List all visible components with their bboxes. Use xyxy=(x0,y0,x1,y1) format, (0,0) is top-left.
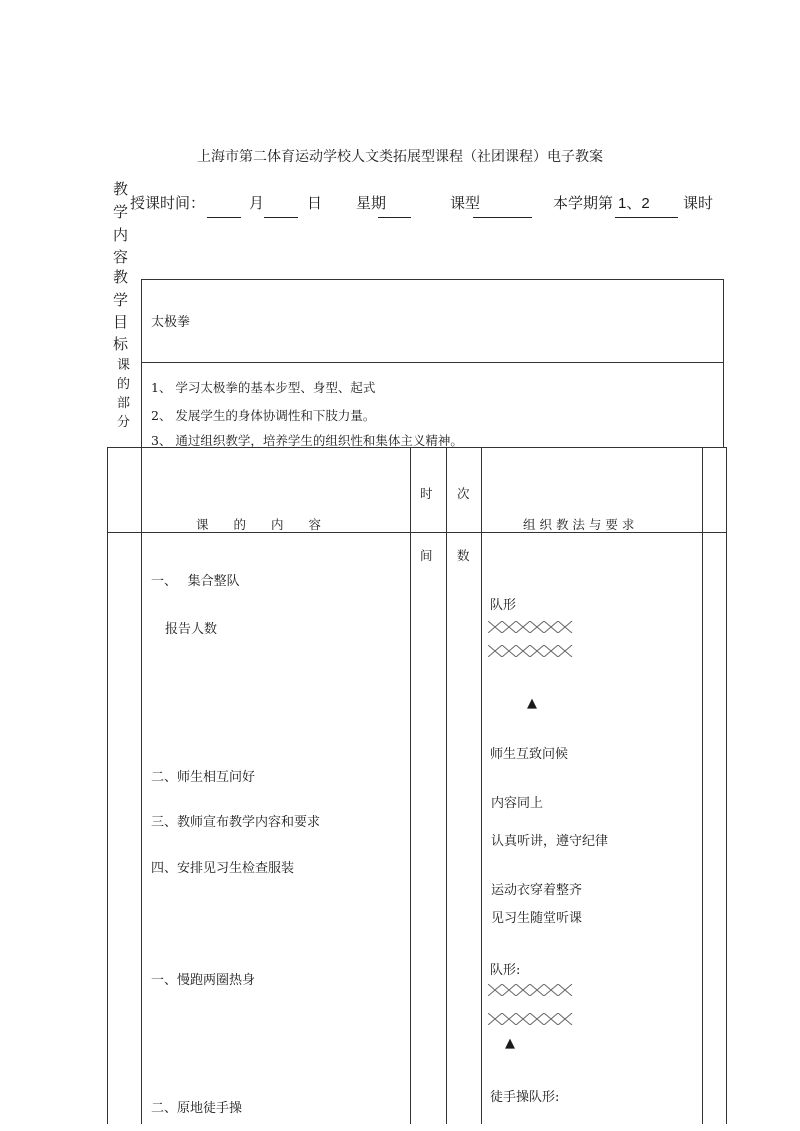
label-biao: 标 xyxy=(113,335,129,353)
label-xue: 学 xyxy=(113,203,129,221)
method-freehand-formation: 徒手操队形: xyxy=(490,1090,560,1105)
lesson-item-assemble: 一、 集合整队 xyxy=(151,574,240,589)
objective-1: 1、 学习太极拳的基本步型、身型、起式 xyxy=(151,380,376,395)
day-blank xyxy=(264,217,298,218)
inner-right-border xyxy=(702,447,703,1124)
weekday-blank xyxy=(378,217,411,218)
teacher-position-icon-2: ▲ xyxy=(505,1036,515,1051)
label-bu: 部 xyxy=(117,396,131,411)
lesson-time-label: 授课时间： xyxy=(130,194,206,212)
teacher-position-icon: ▲ xyxy=(527,696,537,711)
lesson-item-check: 四、安排见习生检查服装 xyxy=(151,861,295,876)
label-mu: 目 xyxy=(113,313,129,331)
outer-right-border xyxy=(726,447,727,1124)
objective-2: 2、 发展学生的身体协调性和下肢力量。 xyxy=(151,408,376,423)
method-formation-1: 队形 xyxy=(490,598,517,613)
label-jiao: 教 xyxy=(113,180,129,198)
label-de: 的 xyxy=(117,377,131,392)
table-top-border xyxy=(141,279,724,280)
time-column-border xyxy=(410,447,411,1124)
lesson-type-label: 课型 xyxy=(450,194,481,212)
method-same-content: 内容同上 xyxy=(491,796,544,811)
lesson-item-report: 报告人数 xyxy=(165,622,218,637)
lesson-item-jog: 一、慢跑两圈热身 xyxy=(151,973,256,988)
month-label: 月 xyxy=(249,194,265,212)
formation-row-3 xyxy=(488,984,574,996)
lesson-item-greeting: 二、师生相互问好 xyxy=(151,770,256,785)
lesson-number: 1、2 xyxy=(618,195,650,212)
label-rong: 容 xyxy=(113,248,129,266)
document-title: 上海市第二体育运动学校人文类拓展型课程（社团课程）电子教案 xyxy=(197,149,603,165)
label-jiao-2: 教 xyxy=(113,268,129,286)
header-method: 组 织 教 法 与 要 求 xyxy=(523,517,635,532)
lesson-item-freehand: 二、原地徒手操 xyxy=(151,1101,243,1116)
label-ke: 课 xyxy=(117,358,131,373)
method-column-border xyxy=(481,447,482,1124)
month-blank xyxy=(207,217,241,218)
lesson-item-announce: 三、教师宣布教学内容和要求 xyxy=(151,815,321,830)
weekday-label: 星期 xyxy=(356,194,387,212)
header-count-2: 数 xyxy=(457,548,470,563)
header-time-2: 间 xyxy=(420,548,433,563)
method-observers: 见习生随堂听课 xyxy=(491,911,583,926)
content-row-border xyxy=(141,362,724,363)
method-discipline: 认真听讲，遵守纪律 xyxy=(491,834,609,849)
outer-left-border xyxy=(107,447,108,1124)
header-lesson-content: 课 的 内 容 xyxy=(196,517,322,532)
header-time-1: 时 xyxy=(420,486,433,501)
method-formation-2: 队形: xyxy=(490,963,521,978)
semester-label: 本学期第 xyxy=(553,194,614,212)
label-xue-2: 学 xyxy=(113,291,129,309)
lesson-content: 太极拳 xyxy=(151,315,191,330)
label-fen: 分 xyxy=(117,415,131,430)
left-column-border xyxy=(141,279,142,1124)
hours-label: 课时 xyxy=(683,194,714,212)
method-greeting: 师生互致问候 xyxy=(490,747,569,762)
formation-row-4 xyxy=(488,1013,574,1025)
formation-row-2 xyxy=(488,645,574,657)
day-label: 日 xyxy=(307,194,323,212)
lesson-type-blank xyxy=(473,217,532,218)
formation-row-1 xyxy=(488,621,574,633)
header-count-1: 次 xyxy=(457,486,470,501)
objective-3: 3、 通过组织教学，培养学生的组织性和集体主义精神。 xyxy=(151,433,463,448)
method-dress: 运动衣穿着整齐 xyxy=(491,883,583,898)
label-nei: 内 xyxy=(113,226,129,244)
right-border-top xyxy=(723,279,724,447)
count-column-border xyxy=(446,447,447,1124)
lesson-number-underline xyxy=(615,217,678,218)
